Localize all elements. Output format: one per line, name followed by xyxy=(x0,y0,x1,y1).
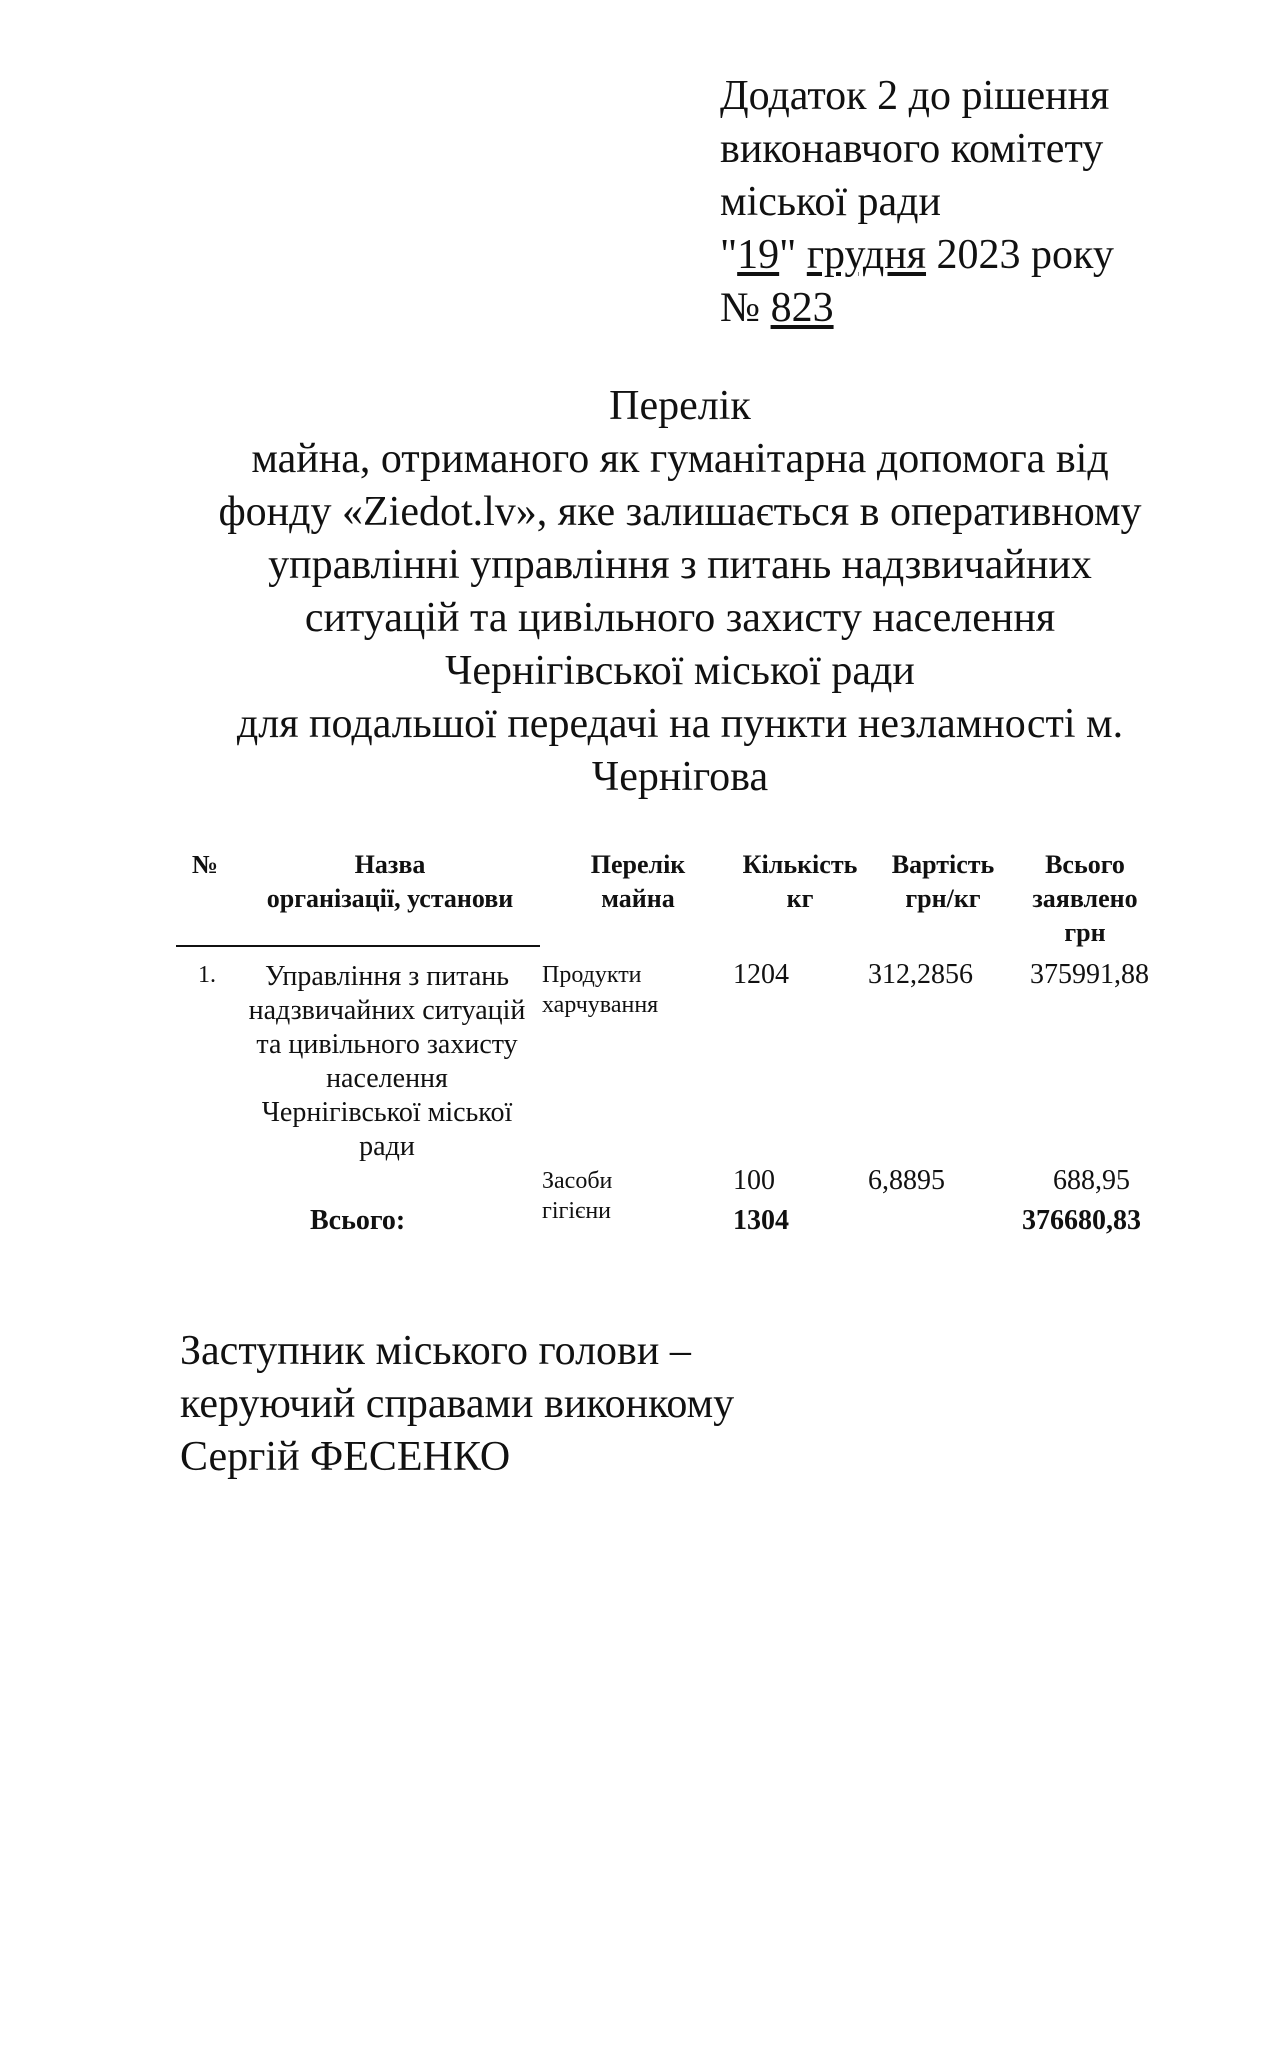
item-1-line-1: Продукти xyxy=(542,962,642,988)
addendum-date xyxy=(720,229,1114,282)
summary-quantity: 1304 xyxy=(733,1205,789,1236)
title-line-5: ситуацій та цивільного захисту населення xyxy=(304,595,1056,641)
title-line-6: Чернігівської міської ради xyxy=(445,648,915,694)
row-1-item-2-total: 688,95 xyxy=(1053,1165,1130,1196)
row-1-item-1-price: 312,2856 xyxy=(868,959,973,990)
header-qty-line-1: Кількість xyxy=(742,850,858,879)
header-price-line-2: грн/кг xyxy=(905,884,981,913)
addendum-line-3: міської ради xyxy=(720,179,941,225)
date-day: 19 xyxy=(737,232,780,278)
row-1-item-2-price: 6,8895 xyxy=(868,1165,945,1196)
row-1-num: 1. xyxy=(198,962,216,988)
date-year: 2023 року xyxy=(936,232,1114,278)
header-total-line-2: заявлено xyxy=(1032,884,1138,913)
org-line-3: та цивільного захисту xyxy=(256,1029,518,1060)
header-total-line-1: Всього xyxy=(1045,850,1125,879)
header-total xyxy=(1020,848,1150,950)
row-1-item-1 xyxy=(542,960,658,1020)
summary-total: 376680,83 xyxy=(1022,1205,1141,1236)
header-org-line-2: організації, установи xyxy=(266,884,514,913)
title-line-8: Чернігова xyxy=(591,754,769,800)
header-price xyxy=(878,848,1008,916)
header-org-line-1: Назва xyxy=(354,850,426,879)
addendum-number xyxy=(720,282,1114,335)
header-items-line-2: майна xyxy=(601,884,675,913)
addendum-line-2: виконавчого комітету xyxy=(720,126,1104,172)
document-title xyxy=(160,380,1200,804)
org-line-1: Управління з питань xyxy=(264,961,509,992)
row-1-item-1-quantity: 1204 xyxy=(733,959,789,990)
signature-line-3: Сергій ФЕСЕНКО xyxy=(180,1434,511,1480)
date-quote-open: " xyxy=(720,232,738,278)
header-qty-line-2: кг xyxy=(786,884,814,913)
header-num: № xyxy=(191,850,219,879)
date-month: грудня xyxy=(806,232,927,278)
item-1-line-2: харчування xyxy=(542,992,659,1018)
header-items xyxy=(568,848,708,916)
title-line-2: майна, отриманого як гуманітарна допомога від xyxy=(251,436,1109,482)
row-1-item-1-total: 375991,88 xyxy=(1030,959,1149,990)
header-organization xyxy=(240,848,540,916)
row-1-item-2-quantity: 100 xyxy=(733,1165,775,1196)
addendum-block xyxy=(720,70,1114,335)
row-1-item-2: Засоби гігієни xyxy=(542,1168,613,1224)
header-quantity xyxy=(730,848,870,916)
addendum-line-1: Додаток 2 до рішення xyxy=(720,73,1110,119)
decision-number: 823 xyxy=(770,285,834,331)
signature-line-2: керуючий справами виконкому xyxy=(180,1381,735,1427)
org-line-2: надзвичайних ситуацій xyxy=(248,995,526,1026)
header-divider xyxy=(176,945,540,947)
header-items-line-1: Перелік xyxy=(590,850,686,879)
signature-line-1: Заступник міського голови – xyxy=(180,1328,691,1374)
header-price-line-1: Вартість xyxy=(891,850,995,879)
row-1-organization xyxy=(232,960,542,1164)
title-line-1: Перелік xyxy=(609,383,751,429)
title-line-4: управлінні управління з питань надзвичайних xyxy=(268,542,1092,588)
org-line-5: Чернігівської міської xyxy=(261,1097,513,1128)
summary-label: Всього: xyxy=(310,1205,406,1236)
title-line-3: фонду «Ziedot.lv», яке залишається в оперативному xyxy=(218,489,1142,535)
date-quote-close: " xyxy=(779,232,797,278)
org-line-6: ради xyxy=(359,1131,415,1162)
title-line-7: для подальшої передачі на пункти незламності м. xyxy=(236,701,1124,747)
number-prefix: № xyxy=(720,285,761,331)
signature-block xyxy=(180,1325,734,1484)
org-line-4: населення xyxy=(326,1063,448,1094)
header-total-line-3: грн xyxy=(1064,918,1106,947)
